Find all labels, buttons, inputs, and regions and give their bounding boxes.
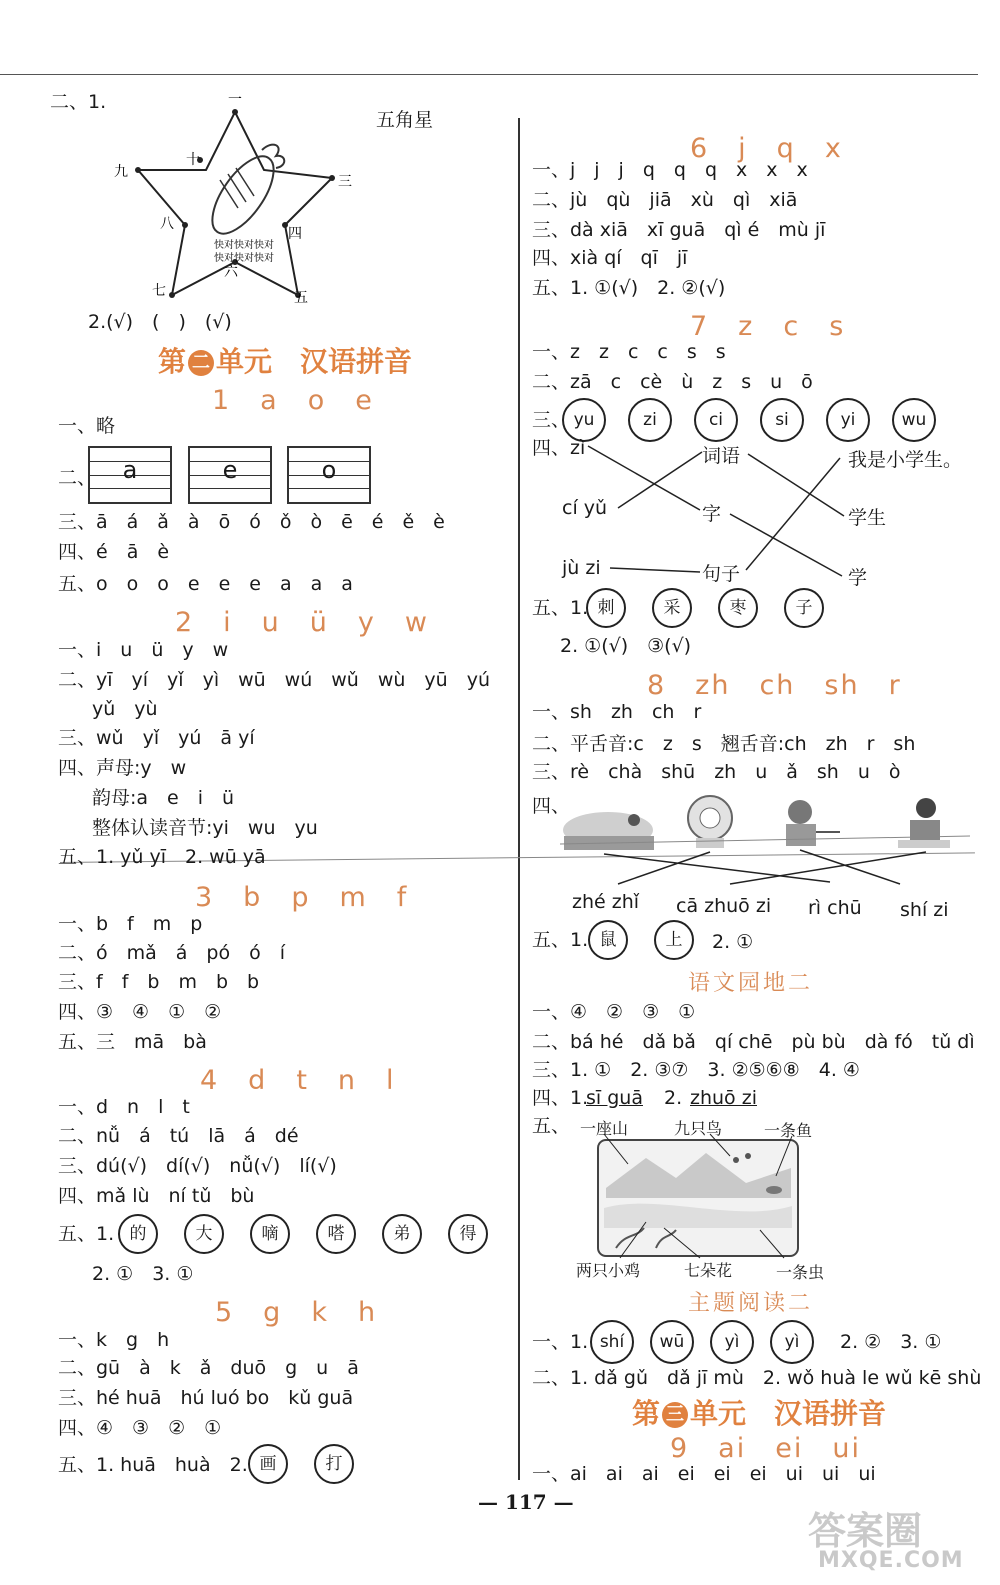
circled-syllable: yì [770,1320,814,1364]
l3-q3: 三、f f b m b b [58,971,260,993]
l2-q4b: 韵母:a e i ü [92,787,235,809]
reading-q1-label: 一、1. [532,1331,589,1353]
l5-q1: 一、k g h [58,1329,170,1351]
lesson-4-heading: 4 d t n l [200,1065,396,1096]
l2-q2: 二、yī yí yǐ yì wū wú wǔ wù yū yú [58,669,490,691]
garden-q5-word: 一条鱼 [764,1121,813,1140]
star-inner-text-1: 快对快对快对 [214,240,274,251]
l2-q1: 一、i u ü y w [58,639,229,661]
star-label-5: 五 [294,290,308,306]
reading-q1-circles [590,1320,830,1364]
star-label-9: 九 [114,164,128,180]
four-line-box-e: e [188,446,272,504]
l6-q1: 一、j j j q q q x x x [532,159,808,181]
l7-q5-label: 五、1. [532,597,589,619]
l8-q4-word: cā zhuō zi [676,895,772,917]
circled-char: 嗒 [316,1214,356,1254]
l2-q3: 三、wǔ yǐ yú ā yí [58,727,255,749]
l5-q5-circles [248,1444,380,1484]
circled-char: 得 [448,1214,488,1254]
star-label-4: 四 [288,226,302,242]
l7-q1: 一、z z c c s s [532,341,726,363]
l7-q2: 二、zā c cè ù z s u ō [532,371,813,393]
chinese-garden-2-heading: 语文园地二 [688,971,814,996]
l5-q5-label: 五、1. huā huà 2. [58,1454,248,1476]
l5-q4: 四、④ ③ ② ① [58,1417,222,1439]
garden-q5-word: 一条虫 [776,1263,825,1282]
l4-q5-label: 五、1. [58,1223,115,1245]
lesson-9-heading: 9 ai ei ui [670,1433,861,1464]
garden-q5-label: 五、 [532,1115,571,1137]
l1-q2-label: 二、 [58,467,97,489]
picture-lion [688,796,732,848]
circled-char: 上 [654,920,694,960]
l6-q4: 四、xià qí qī jī [532,247,688,269]
four-line-box-a: a [88,446,172,504]
l4-q2: 二、nǚ á tú lā á dé [58,1125,299,1147]
l7-q4-label: 四、zì [532,437,586,459]
lesson-6-heading: 6 j q x [690,133,843,164]
star-label-3: 三 [338,174,352,190]
l5-q2: 二、gū à k ǎ duō g u ā [58,1357,359,1379]
lesson-7-heading: 7 z c s [690,311,846,342]
l8-q5b: 2. ① [712,931,754,953]
theme-reading-2-heading: 主题阅读二 [688,1291,814,1316]
l2-q4c: 整体认读音节:yi wu yu [92,817,318,839]
circled-syllable: zi [628,398,672,442]
l7-q4-word: 词语 [702,445,741,467]
star-label-7: 七 [152,283,166,299]
l6-q5: 五、1. ①(√) 2. ②(√) [532,277,726,299]
l6-q2: 二、jù qù jiā xù qì xiā [532,189,798,211]
l3-q4: 四、③ ④ ① ② [58,1001,222,1023]
l3-q1: 一、b f m p [58,913,203,935]
lesson-1-heading: 1 a o e [212,385,374,416]
l7-q4-word: 句子 [702,563,741,585]
l1-q5: 五、o o o e e e a a a [58,573,353,595]
watermark-url: MXQE.COM [818,1548,964,1573]
garden-q1: 一、④ ② ③ ① [532,1001,696,1023]
l3-q5: 五、三 mā bà [58,1031,207,1053]
star-label-10: 十 [186,152,200,168]
l8-q1: 一、sh zh ch r [532,701,702,723]
section-2-2: 2.(√) ( ) (√) [88,311,232,333]
l1-q3: 三、ā á ǎ à ō ó ǒ ò ē é ě è [58,511,445,533]
l7-q5-circles [586,588,850,628]
garden-q2: 二、bá hé dǎ bǎ qí chē pù bù dà fó tǔ dì [532,1031,975,1053]
l8-q2: 二、平舌音:c z s 翘舌音:ch zh r sh [532,733,916,755]
circled-char: 嘀 [250,1214,290,1254]
l8-q4-word: zhé zhǐ [572,891,640,913]
reading-q2: 二、1. dǎ gǔ dǎ jī mù 2. wǒ huà le wǔ kē shù [532,1367,982,1389]
section-2-1-label: 二、1. [50,91,107,113]
l6-q3: 三、dà xiā xī guā qì é mù jī [532,219,826,241]
garden-q4-mid: 2. [664,1087,683,1109]
l4-q5b: 2. ① 3. ① [92,1263,194,1285]
l9-q1: 一、ai ai ai ei ei ei ui ui ui [532,1463,876,1485]
picture-paper-folding [563,812,654,850]
top-rule [0,74,978,75]
circled-syllable: yu [562,398,606,442]
landscape-pointer-lines [580,1120,820,1270]
circled-syllable: shí [590,1320,634,1364]
circled-char: 的 [118,1214,158,1254]
l8-q5-circles [588,920,720,960]
l7-q4-word: 学生 [848,507,887,529]
lesson-2-heading: 2 i u ü y w [175,607,429,638]
circled-syllable: si [760,398,804,442]
l4-q3: 三、dú(√) dí(√) nǚ(√) lí(√) [58,1155,337,1177]
star-label-1: 一 [228,92,242,108]
l8-q4-word: rì chū [808,897,862,919]
garden-q3: 三、1. ① 2. ③⑦ 3. ②⑤⑥⑧ 4. ④ [532,1059,860,1081]
circled-char: 画 [248,1444,288,1484]
four-line-box-o: o [287,446,371,504]
garden-q5-word: 七朵花 [684,1261,733,1280]
l7-q5b: 2. ①(√) ③(√) [560,635,692,657]
circled-syllable: ci [694,398,738,442]
circled-char: 弟 [382,1214,422,1254]
lesson-8-pictures [560,790,970,890]
l8-q4-label: 四、 [532,795,571,817]
circled-char: 鼠 [588,920,628,960]
unit-2-heading: 第 二 单元 汉语拼音 [158,345,413,378]
lesson-5-heading: 5 g k h [215,1297,378,1328]
l2-q5: 五、1. yǔ yī 2. wū yā [58,846,266,868]
picture-drawing-boy [898,798,950,848]
l7-q3-label: 三、 [532,409,571,431]
carrot-drawing [201,147,285,244]
l7-q4-word: 字 [702,503,722,525]
l7-q4-word: 我是小学生。 [848,449,963,471]
l2-q4: 四、声母:y w [58,757,187,779]
l1-q4: 四、é ā è [58,541,170,563]
column-divider [518,118,520,1480]
lesson-8-heading: 8 zh ch sh r [647,670,902,701]
garden-q4-answer-1: sī guā [586,1087,643,1109]
l8-q3: 三、rè chà shū zh u ǎ sh u ò [532,761,901,783]
garden-q4-label: 四、1. [532,1087,589,1109]
circled-syllable: wu [892,398,936,442]
garden-q4-answer-2: zhuō zi [690,1087,757,1109]
l7-q4-word: jù zi [562,557,601,579]
garden-q5-word: 一座山 [580,1119,629,1138]
circled-syllable: wū [650,1320,694,1364]
circled-char: 打 [314,1444,354,1484]
page-number: — 117 — [478,1490,574,1514]
l2-q2b: yǔ yù [92,698,158,720]
circled-char: 大 [184,1214,224,1254]
garden-q5-word: 九只鸟 [674,1119,723,1138]
l8-q4-word: shí zi [900,899,949,921]
lesson-3-heading: 3 b p m f [195,882,409,913]
garden-q5-word: 两只小鸡 [576,1261,641,1280]
l4-q4: 四、mǎ lù ní tǔ bù [58,1185,255,1207]
circled-syllable: yi [826,398,870,442]
l7-q4-word: cí yǔ [562,497,608,519]
star-inner-text-2: 快对快对快对 [214,253,274,264]
l1-q1: 一、略 [58,415,116,437]
l4-q1: 一、d n l t [58,1096,190,1118]
circled-char: 采 [652,588,692,628]
star-label-6: 六 [224,264,238,280]
circled-char: 子 [784,588,824,628]
l5-q3: 三、hé huā hú luó bo kǔ guā [58,1387,354,1409]
l8-q5-label: 五、1. [532,929,589,951]
circled-char: 枣 [718,588,758,628]
reading-q1b: 2. ② 3. ① [840,1331,942,1353]
unit-3-heading: 第 三 单元 汉语拼音 [632,1397,887,1430]
star-label-8: 八 [160,216,174,232]
star-caption: 五角星 [376,109,434,131]
watermark-logo: 答案圈 [808,1509,923,1553]
circled-syllable: yì [710,1320,754,1364]
l7-q4-word: 学 [848,567,868,589]
five-star-figure [100,90,370,310]
circled-char: 刺 [586,588,626,628]
l3-q2: 二、ó mǎ á pó ó í [58,942,286,964]
matching-lines-7 [560,430,980,590]
l4-q5-circles [118,1214,514,1254]
